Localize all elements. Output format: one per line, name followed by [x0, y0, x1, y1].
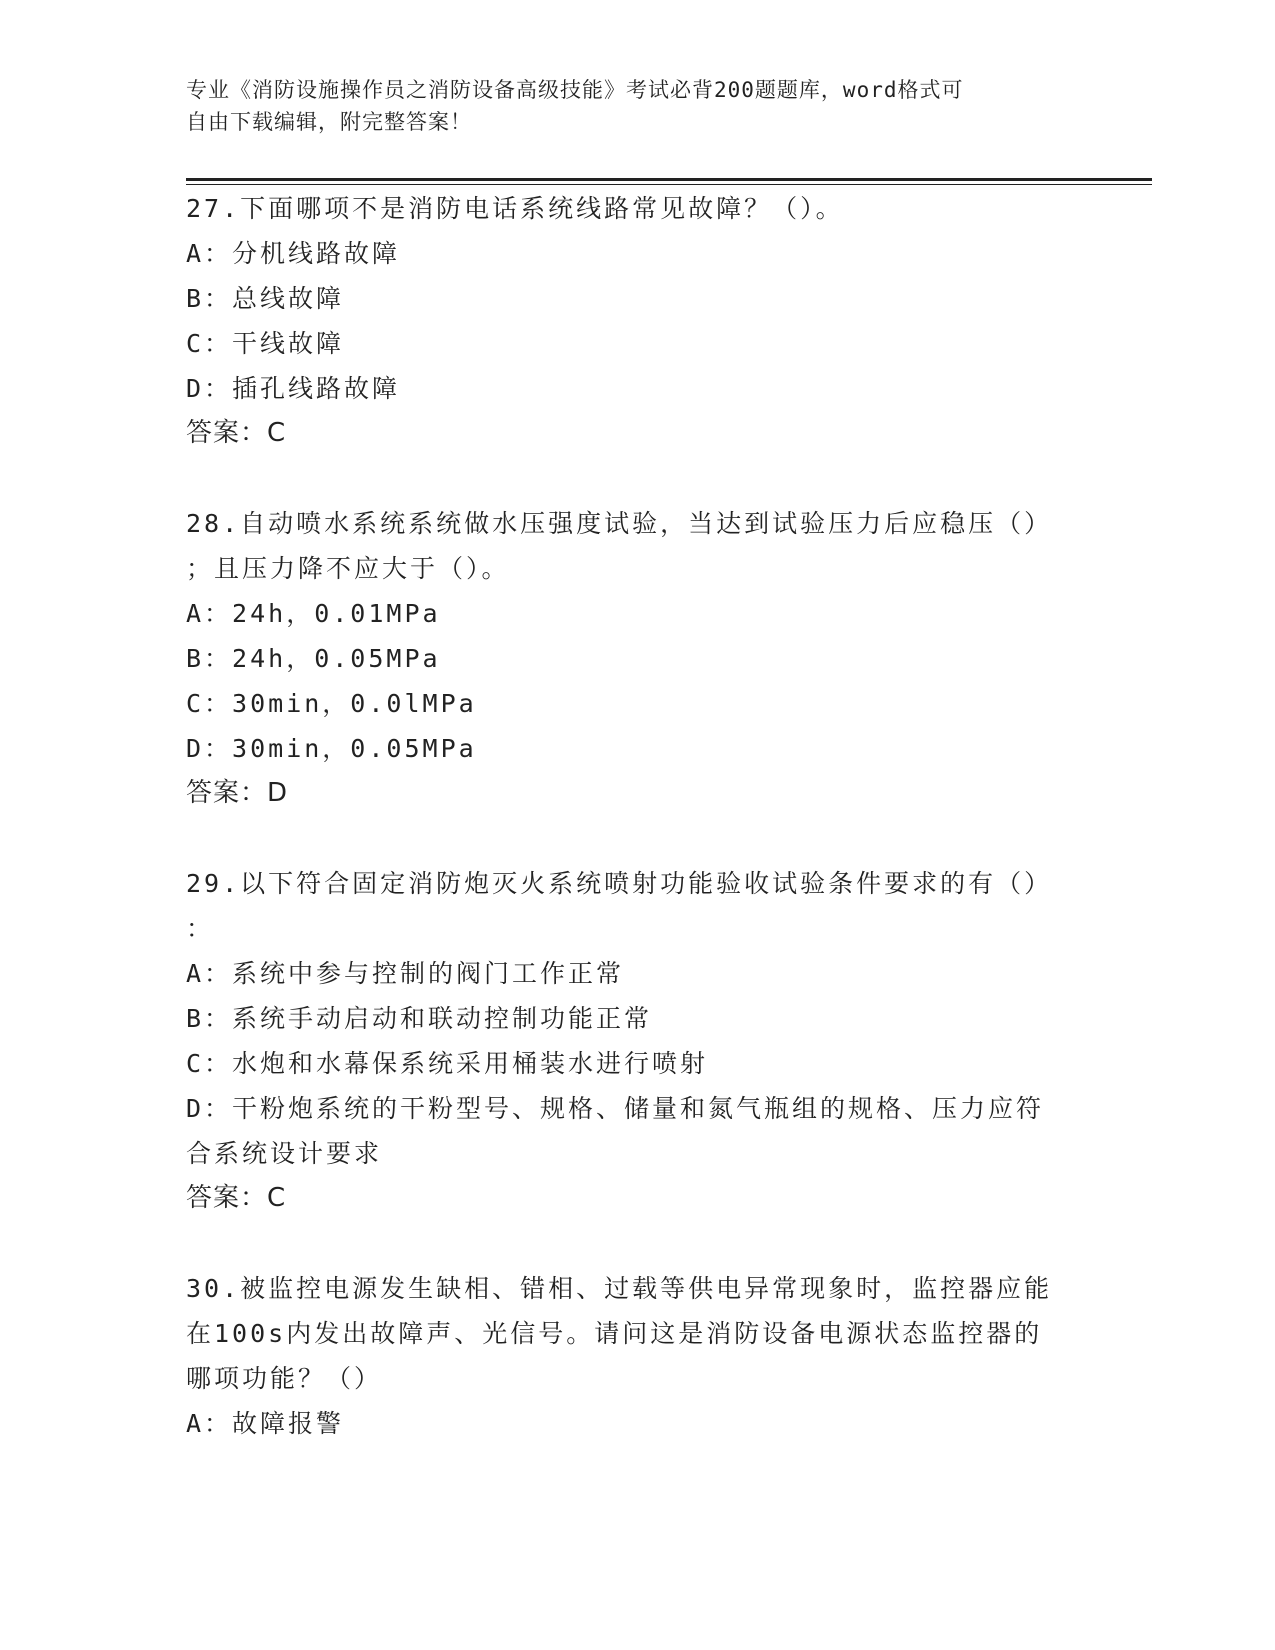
option-d-continued: 合系统设计要求 [186, 1139, 383, 1168]
header-divider-thin [186, 184, 1152, 185]
option-d: D：插孔线路故障 [186, 374, 401, 403]
question-stem-continued: ；且压力降不应大于（）。 [186, 554, 510, 583]
option-b: B：24h，0.05MPa [186, 644, 441, 673]
question-list [186, 186, 1086, 1491]
option-a: A：24h，0.01MPa [186, 599, 441, 628]
question-block [186, 186, 1086, 456]
answer-line: 答案：D [186, 778, 289, 808]
question-stem-continued: ： [186, 914, 215, 943]
answer-line: 答案：C [186, 1183, 287, 1213]
question-stem: 29.以下符合固定消防炮灭火系统喷射功能验收试验条件要求的有（） [186, 869, 1053, 898]
option-a: A：分机线路故障 [186, 239, 401, 268]
question-block [186, 861, 1086, 1221]
option-d: D：30min，0.05MPa [186, 734, 477, 763]
answer-line: 答案：C [186, 418, 287, 448]
option-c: C：水炮和水幕保系统采用桶装水进行喷射 [186, 1049, 709, 1078]
document-header [186, 74, 1066, 138]
option-a: A：故障报警 [186, 1409, 345, 1438]
question-block [186, 1266, 1086, 1446]
header-line-1: 专业《消防设施操作员之消防设备高级技能》考试必背200题题库，word格式可 [186, 78, 964, 102]
question-stem: 30.被监控电源发生缺相、错相、过载等供电异常现象时，监控器应能 [186, 1274, 1053, 1303]
option-b: B：总线故障 [186, 284, 345, 313]
option-c: C：干线故障 [186, 329, 345, 358]
header-divider-thick [186, 178, 1152, 181]
header-line-2: 自由下载编辑，附完整答案！ [186, 110, 472, 134]
option-b: B：系统手动启动和联动控制功能正常 [186, 1004, 653, 1033]
question-block [186, 501, 1086, 816]
question-stem: 28.自动喷水系统系统做水压强度试验，当达到试验压力后应稳压（） [186, 509, 1053, 538]
question-stem-continued: 哪项功能？（） [186, 1364, 383, 1393]
question-stem: 27.下面哪项不是消防电话系统线路常见故障？（）。 [186, 194, 844, 223]
question-stem-continued: 在100s内发出故障声、光信号。请问这是消防设备电源状态监控器的 [186, 1319, 1043, 1348]
option-a: A：系统中参与控制的阀门工作正常 [186, 959, 625, 988]
option-c: C：30min，0.0lMPa [186, 689, 477, 718]
option-d: D：干粉炮系统的干粉型号、规格、储量和氮气瓶组的规格、压力应符 [186, 1094, 1045, 1123]
